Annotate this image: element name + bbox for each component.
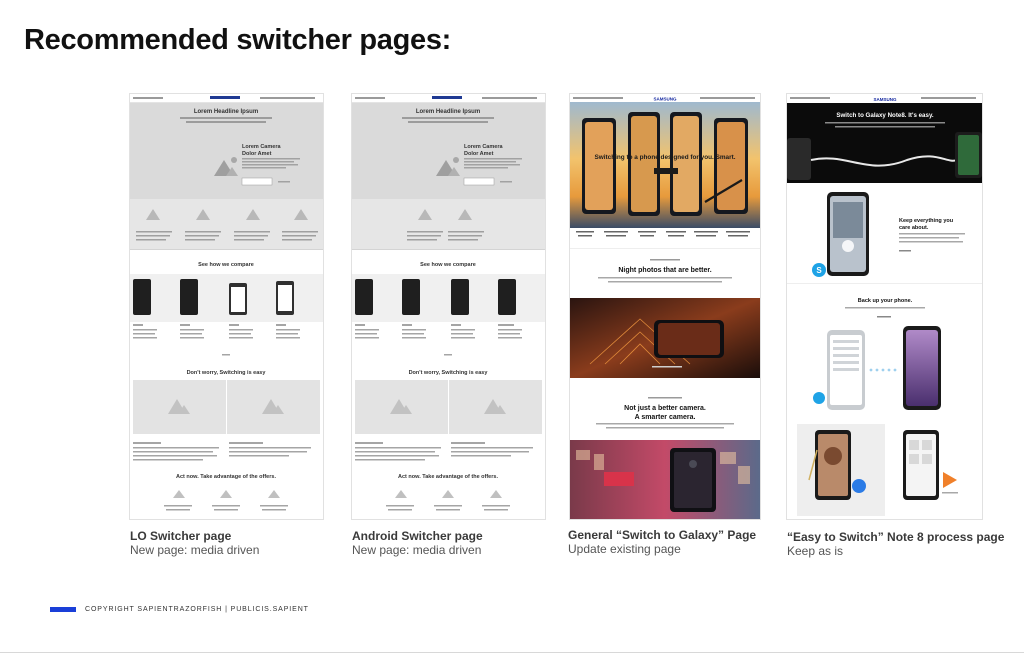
android-switcher-wireframe: [352, 94, 545, 519]
lo-switcher-thumbnail: [129, 93, 324, 520]
mock-easy-heading: Don't worry, Switching is easy: [186, 370, 266, 376]
caption-title: General “Switch to Galaxy” Page: [568, 528, 757, 542]
caption-subtitle: New page: media driven: [130, 543, 260, 557]
samsung-logo: SAMSUNG: [873, 97, 897, 102]
mock-offers-heading: Act now. Take advantage of the offers.: [176, 474, 276, 480]
cloud-icon: [813, 392, 825, 404]
mock-hero-title-line1: Lorem Camera: [464, 144, 503, 150]
caption-title: Android Switcher page: [352, 529, 483, 543]
mock-hero-title-line2: Dolor Amet: [242, 151, 272, 157]
caption-title: “Easy to Switch” Note 8 process page: [787, 530, 1005, 544]
mock-keep-heading-line2: care about.: [899, 225, 929, 231]
mock-hero-title-line1: Lorem Camera: [242, 144, 281, 150]
caption-android-switcher: [352, 529, 483, 557]
mock-night-heading: Night photos that are better.: [618, 267, 712, 274]
mock-hero-heading: Switch to Galaxy Note8. It's easy.: [836, 112, 934, 119]
mock-headline: Lorem Headline Ipsum: [415, 109, 481, 115]
slide-title: Recommended switcher pages:: [24, 24, 452, 56]
mock-compare-heading: See how we compare: [198, 262, 254, 268]
caption-title: LO Switcher page: [130, 529, 232, 543]
mock-camera-heading-line1: Not just a better camera.: [624, 405, 706, 412]
mock-camera-heading-line2: A smarter camera.: [634, 414, 696, 421]
lo-switcher-wireframe: [130, 94, 323, 519]
switch-to-galaxy-thumbnail: [569, 93, 761, 520]
video-call-icon: [852, 479, 866, 493]
mock-easy-heading: Don't worry, Switching is easy: [408, 370, 488, 376]
mock-hero-heading: Switching to a phone designed for you. Smart.: [594, 154, 736, 161]
caption-subtitle: New page: media driven: [352, 543, 482, 557]
caption-lo-switcher: [130, 529, 259, 557]
svg-text:S: S: [816, 266, 822, 275]
mock-compare-heading: See how we compare: [420, 262, 476, 268]
easy-to-switch-thumbnail: [786, 93, 983, 520]
easy-to-switch-screenshot: [787, 94, 982, 519]
footer-copyright: COPYRIGHT SAPIENTRAZORFISH | PUBLICIS.SAPIENT: [85, 606, 309, 613]
switch-to-galaxy-screenshot: [570, 94, 760, 519]
android-switcher-thumbnail: [351, 93, 546, 520]
mock-backup-heading: Back up your phone.: [857, 298, 913, 304]
footer-accent-bar: [50, 607, 76, 612]
caption-easy-to-switch: [787, 530, 1004, 558]
mock-keep-heading-line1: Keep everything you: [899, 218, 954, 224]
bottom-divider: [0, 652, 1024, 653]
footer: [50, 606, 309, 613]
mock-hero-title-line2: Dolor Amet: [464, 151, 494, 157]
mock-headline: Lorem Headline Ipsum: [193, 109, 259, 115]
caption-subtitle: Update existing page: [568, 542, 681, 556]
mock-offers-heading: Act now. Take advantage of the offers.: [398, 474, 498, 480]
caption-switch-to-galaxy: [568, 528, 756, 556]
samsung-logo: SAMSUNG: [653, 96, 677, 102]
neon-street-image: [570, 440, 760, 519]
caption-subtitle: Keep as is: [787, 544, 844, 558]
